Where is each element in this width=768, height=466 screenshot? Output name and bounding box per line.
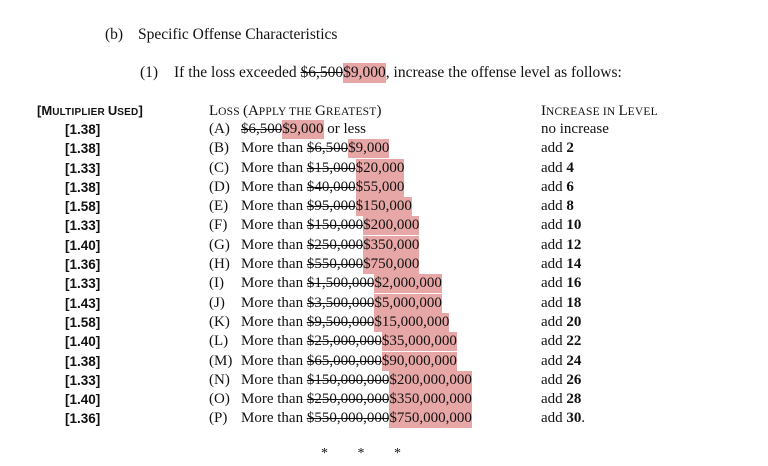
multiplier-header-cap2: U [107, 103, 118, 118]
row-letter: (K) [209, 313, 230, 330]
increase-column-header [541, 103, 658, 120]
old-amount: $150,000 [306, 217, 364, 234]
level-increase [541, 198, 574, 215]
increase-value: 28 [566, 391, 582, 408]
increase-value: 14 [566, 256, 582, 273]
section-heading [105, 26, 337, 44]
table-row [0, 198, 768, 217]
new-amount: $9,000 [282, 121, 324, 137]
new-amount: $9,000 [348, 140, 390, 157]
new-amount: $750,000,000 [389, 410, 472, 427]
table-row [0, 353, 768, 372]
loss-amount [241, 314, 449, 331]
increase-value: 20 [566, 313, 582, 330]
subsection-number: (1) [140, 64, 159, 81]
increase-text: add [541, 256, 567, 273]
loss-column-header [209, 103, 382, 120]
increase-text: no increase [541, 121, 609, 137]
loss-prefix: More than [241, 352, 307, 369]
loss-header-cap2: A [247, 103, 259, 119]
increase-text: add [541, 178, 567, 195]
new-amount: $200,000 [363, 217, 420, 234]
new-amount: $20,000 [355, 159, 405, 176]
loss-amount [241, 275, 442, 292]
row-letter: (N) [209, 371, 230, 388]
increase-value: 22 [566, 333, 582, 350]
increase-text: add [541, 333, 567, 350]
increase-value: 4 [566, 159, 574, 176]
increase-text: add [541, 352, 567, 369]
table-row [0, 372, 768, 391]
loss-amount [241, 121, 366, 138]
level-increase [541, 314, 581, 331]
loss-prefix: More than [241, 236, 307, 253]
increase-text: add [541, 391, 567, 408]
table-row [0, 391, 768, 410]
level-increase [541, 121, 609, 138]
multiplier-value: [1.40] [65, 392, 101, 408]
old-amount: $6,500 [241, 121, 283, 137]
multiplier-value: [1.38] [65, 141, 101, 157]
subsection-text-before: If the loss exceeded [174, 64, 301, 81]
subsection-old-amount: $6,500 [300, 64, 344, 81]
old-amount: $15,000 [306, 159, 356, 176]
loss-amount [241, 198, 412, 215]
loss-header-rest1: OSS [218, 106, 243, 118]
row-letter: (A) [209, 121, 230, 137]
loss-header-paren-open: ( [242, 103, 248, 119]
new-amount: $200,000,000 [389, 371, 472, 388]
loss-prefix: More than [241, 313, 307, 330]
multiplier-value: [1.38] [65, 353, 101, 369]
old-amount: $95,000 [306, 198, 356, 215]
increase-value: 24 [566, 352, 582, 369]
table-row [0, 410, 768, 429]
table-row [0, 314, 768, 333]
table-row [0, 333, 768, 352]
multiplier-header-bracket-close: ] [138, 103, 143, 118]
level-increase [541, 237, 581, 254]
level-increase [541, 391, 581, 408]
loss-amount [241, 353, 457, 370]
loss-prefix: More than [241, 159, 307, 176]
row-letter: (H) [209, 256, 230, 273]
increase-header-rest1: NCREASE IN [546, 106, 619, 118]
level-increase [541, 372, 581, 389]
row-letter: (I) [209, 275, 224, 292]
multiplier-value: [1.58] [65, 314, 101, 330]
loss-prefix: More than [241, 178, 307, 195]
table-row [0, 256, 768, 275]
loss-amount [241, 160, 404, 177]
increase-end: . [581, 410, 586, 427]
loss-amount [241, 179, 404, 196]
level-increase [541, 217, 581, 234]
old-amount: $9,500,000 [306, 313, 375, 330]
old-amount: $550,000,000 [306, 410, 390, 427]
multiplier-value: [1.38] [65, 122, 101, 137]
loss-amount [241, 295, 442, 312]
increase-text: add [541, 140, 567, 157]
level-increase [541, 333, 581, 350]
section-title: Specific Offense Characteristics [138, 26, 338, 43]
table-row [0, 179, 768, 198]
multiplier-column-header [37, 103, 143, 118]
loss-header-rest2: PPLY THE [258, 106, 316, 118]
loss-prefix: More than [241, 198, 307, 215]
increase-value: 8 [566, 198, 574, 215]
old-amount: $3,500,000 [306, 294, 375, 311]
row-letter: (O) [209, 391, 230, 408]
multiplier-value: [1.33] [65, 276, 101, 292]
new-amount: $2,000,000 [374, 275, 442, 292]
new-amount: $15,000,000 [374, 313, 450, 330]
loss-amount [241, 372, 472, 389]
loss-header-paren-close: ) [376, 103, 382, 119]
loss-prefix: More than [241, 256, 307, 273]
new-amount: $750,000 [363, 256, 420, 273]
table-row [0, 237, 768, 256]
multiplier-header-cap1: M [41, 103, 53, 118]
loss-prefix: More than [241, 371, 307, 388]
level-increase [541, 353, 581, 370]
multiplier-header-rest1: ULTIPLIER [52, 107, 108, 118]
loss-amount [241, 217, 419, 234]
old-amount: $6,500 [306, 140, 349, 157]
level-increase [541, 140, 574, 157]
level-increase [541, 160, 574, 177]
subsection-heading [140, 64, 622, 82]
level-increase [541, 295, 581, 312]
loss-prefix: More than [241, 217, 307, 234]
loss-prefix: More than [241, 294, 307, 311]
table-row [0, 217, 768, 236]
table-row [0, 160, 768, 179]
increase-value: 12 [566, 236, 582, 253]
row-letter: (J) [209, 294, 225, 311]
multiplier-value: [1.38] [65, 179, 101, 195]
increase-value: 26 [566, 371, 582, 388]
new-amount: $55,000 [355, 178, 405, 195]
section-letter: (b) [105, 26, 124, 43]
increase-value: 2 [566, 140, 574, 157]
multiplier-value: [1.40] [65, 334, 101, 350]
old-amount: $250,000,000 [306, 391, 390, 408]
multiplier-value: [1.40] [65, 237, 101, 253]
increase-header-cap2: L [618, 103, 628, 119]
loss-table [0, 121, 768, 430]
row-letter: (B) [209, 140, 229, 157]
increase-text: add [541, 236, 567, 253]
increase-value: 16 [566, 275, 582, 292]
table-row [0, 275, 768, 294]
old-amount: $150,000,000 [306, 371, 390, 388]
row-letter: (M) [209, 352, 233, 369]
increase-text: add [541, 217, 567, 234]
loss-amount [241, 410, 472, 427]
increase-header-rest2: EVEL [627, 106, 658, 118]
new-amount: $150,000 [355, 198, 412, 215]
old-amount: $65,000,000 [306, 352, 382, 369]
row-letter: (D) [209, 178, 230, 195]
level-increase [541, 179, 574, 196]
loss-prefix: More than [241, 333, 307, 350]
multiplier-value: [1.36] [65, 257, 101, 273]
loss-header-rest3: REATEST [325, 106, 377, 118]
loss-header-cap3: G [315, 103, 326, 119]
new-amount: $5,000,000 [374, 294, 442, 311]
loss-suffix: or less [323, 121, 366, 137]
new-amount: $90,000,000 [381, 352, 457, 369]
loss-prefix: More than [241, 391, 307, 408]
increase-text: add [541, 410, 567, 427]
multiplier-value: [1.33] [65, 160, 101, 176]
section-separator: * * * [321, 446, 401, 461]
loss-amount [241, 333, 457, 350]
increase-text: add [541, 159, 567, 176]
row-letter: (F) [209, 217, 228, 234]
increase-text: add [541, 294, 567, 311]
increase-header-cap1: I [541, 103, 546, 119]
table-row [0, 121, 768, 140]
subsection-text-after: , increase the offense level as follows: [385, 64, 622, 81]
increase-text: add [541, 313, 567, 330]
level-increase [541, 275, 581, 292]
level-increase [541, 410, 585, 427]
old-amount: $250,000 [306, 236, 364, 253]
old-amount: $1,500,000 [306, 275, 375, 292]
multiplier-value: [1.33] [65, 372, 101, 388]
table-row [0, 295, 768, 314]
increase-value: 18 [566, 294, 582, 311]
loss-prefix: More than [241, 275, 307, 292]
increase-text: add [541, 198, 567, 215]
loss-amount [241, 391, 472, 408]
new-amount: $350,000,000 [389, 391, 472, 408]
loss-prefix: More than [241, 410, 307, 427]
loss-header-cap1: L [209, 103, 219, 119]
increase-text: add [541, 275, 567, 292]
loss-prefix: More than [241, 140, 307, 157]
multiplier-value: [1.58] [65, 199, 101, 215]
row-letter: (P) [209, 410, 228, 427]
increase-text: add [541, 371, 567, 388]
row-letter: (G) [209, 236, 230, 253]
multiplier-value: [1.36] [65, 411, 101, 427]
row-letter: (E) [209, 198, 229, 215]
old-amount: $40,000 [306, 178, 356, 195]
multiplier-value: [1.33] [65, 218, 101, 234]
multiplier-header-bracket-open: [ [37, 103, 42, 118]
loss-amount [241, 140, 389, 157]
subsection-new-amount: $9,000 [343, 64, 386, 81]
row-letter: (C) [209, 159, 229, 176]
table-row [0, 140, 768, 159]
loss-amount [241, 256, 419, 273]
level-increase [541, 256, 581, 273]
row-letter: (L) [209, 333, 229, 350]
multiplier-header-rest2: SED [117, 107, 139, 118]
multiplier-value: [1.43] [65, 295, 101, 311]
loss-amount [241, 237, 419, 254]
increase-value: 30 [566, 410, 582, 427]
increase-value: 10 [566, 217, 582, 234]
old-amount: $25,000,000 [306, 333, 382, 350]
new-amount: $350,000 [363, 236, 420, 253]
old-amount: $550,000 [306, 256, 364, 273]
increase-value: 6 [566, 178, 574, 195]
new-amount: $35,000,000 [381, 333, 457, 350]
